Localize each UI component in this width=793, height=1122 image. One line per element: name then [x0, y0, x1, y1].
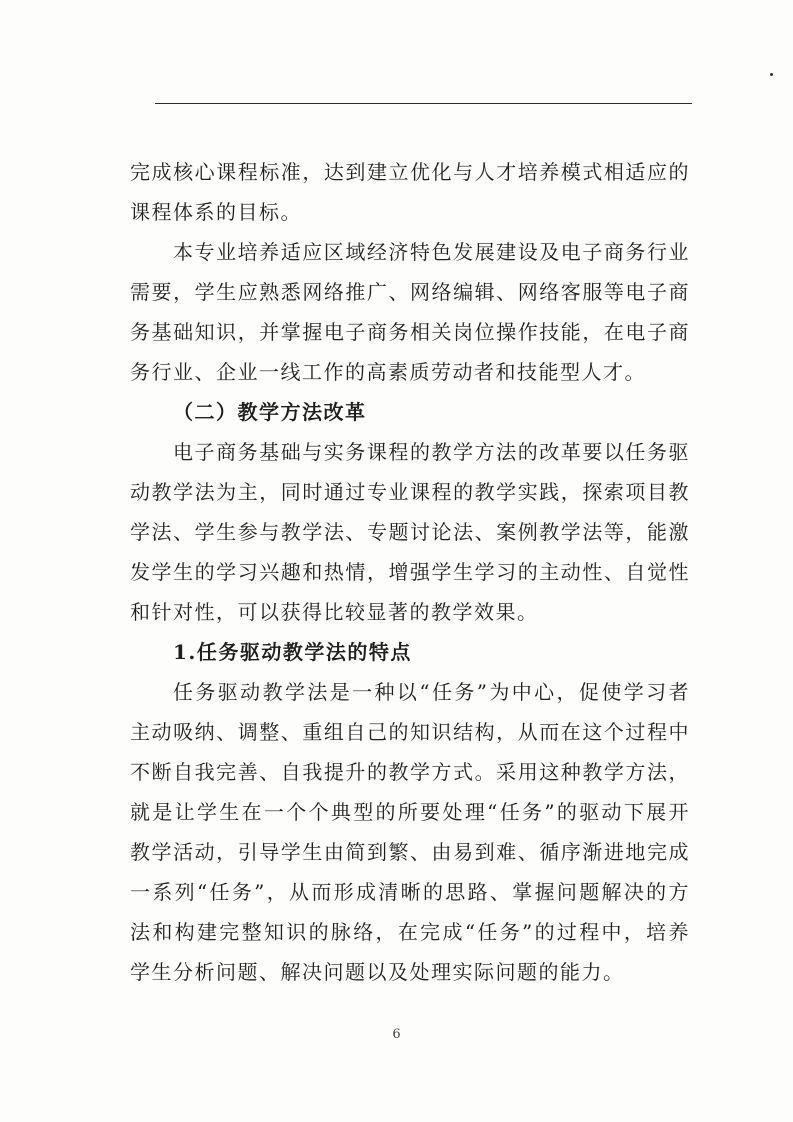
section-heading-teaching-reform: （二）教学方法改革	[173, 400, 367, 424]
subsection-heading-task-driven: 1.任务驱动教学法的特点	[173, 640, 412, 664]
paragraph-task-driven: 任务驱动教学法是一种以“任务”为中心，促使学习者主动吸纳、调整、重组自己的知识结构，从而在这个过程中不断自我完善、自我提升的教学方式。采用这种教学方法，就是让学生在一个个典型的所要处理“任务”的驱动下展开教学活动，引导学生由简到繁、由易到难、循序渐进地完成一系列“任务”，从而形成清晰的思路、掌握问题解决的方法和构建完整知识的脉络，在完成“任务”的过程中，培养学生分析问题、解决问题以及处理实际问题的能力。	[130, 680, 690, 984]
paragraph-training-goal: 本专业培养适应区域经济特色发展建设及电子商务行业需要，学生应熟悉网络推广、网络编辑、网络客服等电子商务基础知识，并掌握电子商务相关岗位操作技能，在电子商务行业、企业一线工作的高素质劳动者和技能型人才。	[130, 240, 690, 384]
header-rule	[155, 103, 692, 104]
paragraph-continuation: 完成核心课程标准，达到建立优化与人才培养模式相适应的课程体系的目标。	[130, 160, 690, 224]
scan-speck	[770, 73, 773, 76]
paragraph-teaching-reform: 电子商务基础与实务课程的教学方法的改革要以任务驱动教学法为主，同时通过专业课程的教学实践，探索项目教学法、学生参与教学法、专题讨论法、案例教学法等，能激发学生的学习兴趣和热情，增强学生学习的主动性、自觉性和针对性，可以获得比较显著的教学效果。	[130, 440, 690, 624]
page-body	[130, 152, 690, 992]
page-number: 6	[392, 1027, 401, 1042]
